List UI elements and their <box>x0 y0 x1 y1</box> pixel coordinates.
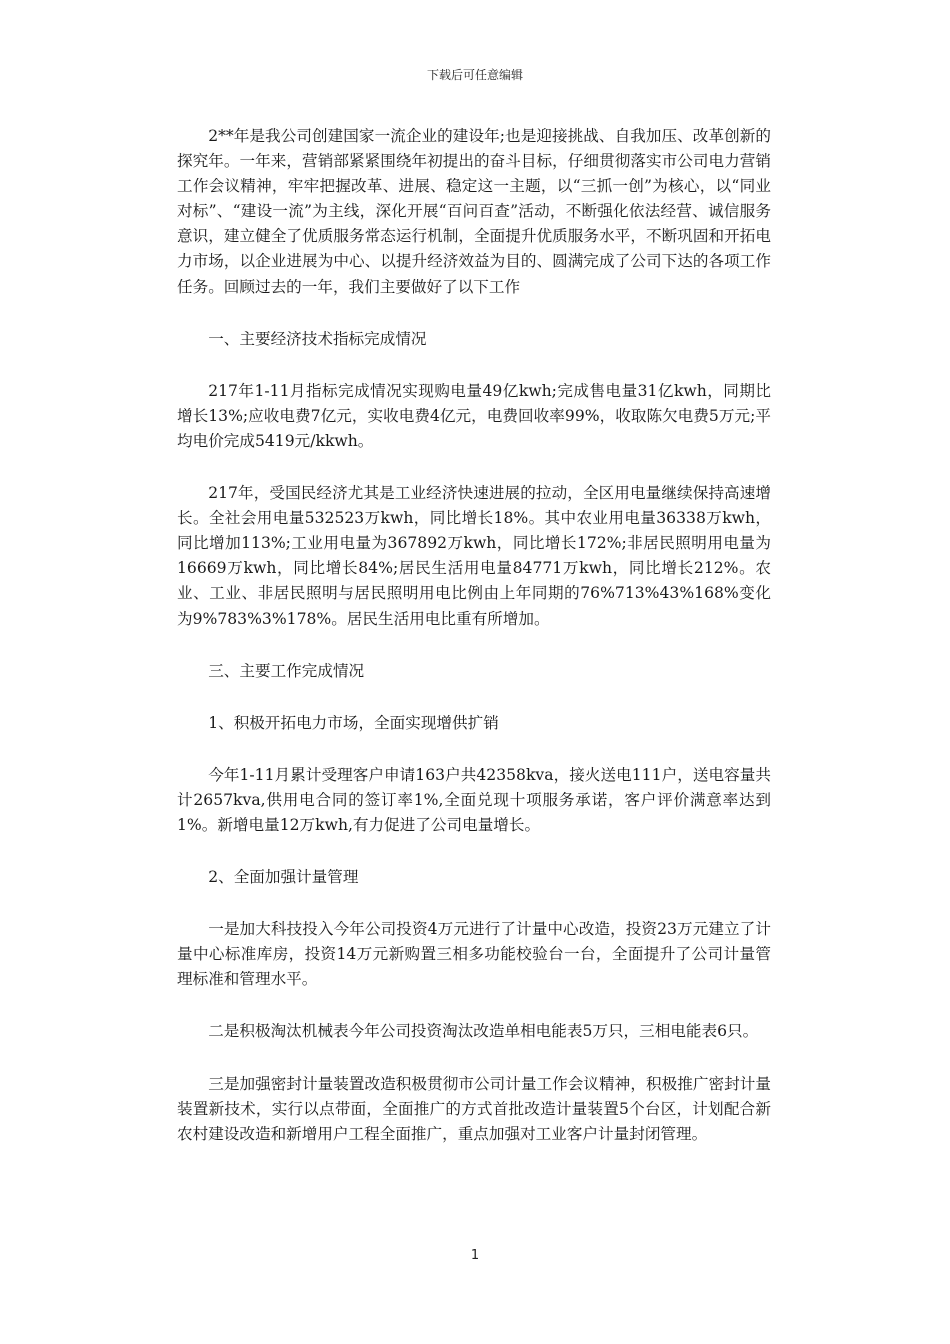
section-heading-3: 三、主要工作完成情况 <box>208 661 365 680</box>
subsection-heading-1: 1、积极开拓电力市场，全面实现增供扩销 <box>208 713 499 732</box>
page-number: 1 <box>470 1248 480 1263</box>
subsection-heading-2: 2、全面加强计量管理 <box>208 868 359 887</box>
paragraph-metering-2: 二是积极淘汰机械表今年公司投资淘汰改造单相电能表5万只，三相电能表6只。 <box>208 1022 759 1041</box>
document-body <box>177 124 771 1174</box>
section-heading-1: 一、主要经济技术指标完成情况 <box>208 329 427 348</box>
paragraph-market: 今年1-11月累计受理客户申请163户共42358kva，接火送电111户，送电容量共计2657kva,供用电合同的签订率1%,全面兑现十项服务承诺，客户评价满意率达到1%。新增电量12万kwh,有力促进了公司电量增长。 <box>177 765 771 834</box>
page-header: 下载后可任意编辑 <box>426 68 523 82</box>
paragraph-metering-1: 一是加大科技投入今年公司投资4万元进行了计量中心改造，投资23万元建立了计量中心标准库房，投资14万元新购置三相多功能校验台一台，全面提升了公司计量管理标准和管理水平。 <box>177 920 771 989</box>
paragraph-indicators: 217年1-11月指标完成情况实现购电量49亿kwh;完成售电量31亿kwh，同期比增长13%;应收电费7亿元，实收电费4亿元，电费回收率99%，收取陈欠电费5万元;平均电价完成5419元/kkwh。 <box>177 381 771 450</box>
paragraph-intro: 2**年是我公司创建国家一流企业的建设年;也是迎接挑战、自我加压、改革创新的探究年。一年来，营销部紧紧围绕年初提出的奋斗目标，仔细贯彻落实市公司电力营销工作会议精神，牢牢把握改革、进展、稳定这一主题，以“三抓一创”为核心，以“同业对标”、“建设一流”为主线，深化开展“百问百查”活动，不断强化依法经营、诚信服务意识，建立健全了优质服务常态运行机制，全面提升优质服务水平，不断巩固和开拓电力市场，以企业进展为中心、以提升经济效益为目的、圆满完成了公司下达的各项工作任务。回顾过去的一年，我们主要做好了以下工作 <box>177 127 771 296</box>
paragraph-metering-3: 三是加强密封计量装置改造积极贯彻市公司计量工作会议精神，积极推广密封计量装置新技术，实行以点带面，全面推广的方式首批改造计量装置5个台区，计划配合新农村建设改造和新增用户工程全面推广，重点加强对工业客户计量封闭管理。 <box>177 1074 771 1143</box>
paragraph-consumption: 217年，受国民经济尤其是工业经济快速进展的拉动，全区用电量继续保持高速增长。全社会用电量532523万kwh，同比增长18%。其中农业用电量36338万kwh，同比增加113%;工业用电量为367892万kwh，同比增长172%;非居民照明用电量为16669万kwh，同比增长84%;居民生活用电量84771万kwh，同比增长212%。农业、工业、非居民照明与居民照明用电比例由上年同期的76%713%43%168%变化为9%783%3%178%。居民生活用电比重有所增加。 <box>177 484 771 628</box>
